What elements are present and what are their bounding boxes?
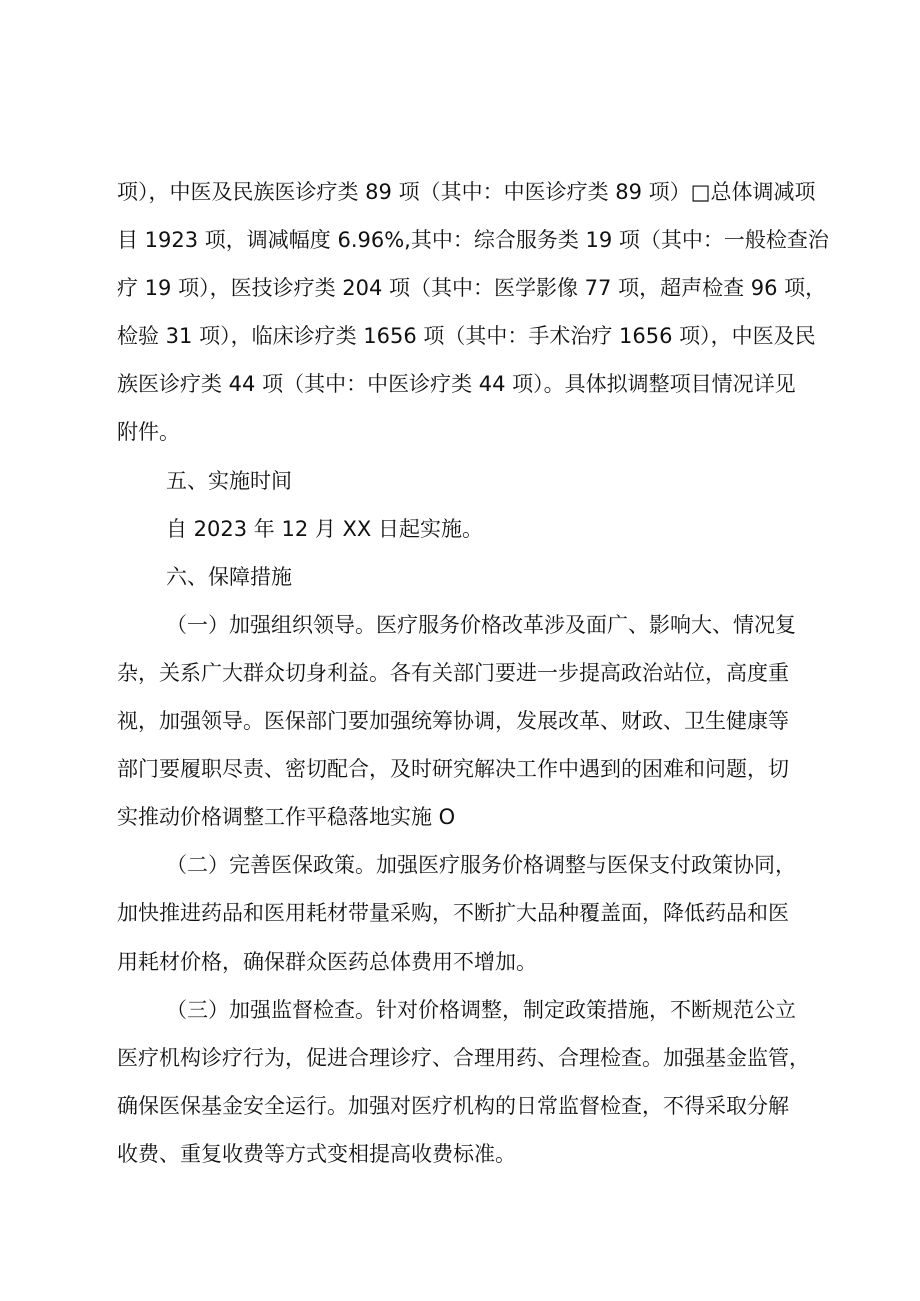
- text-line: 五、实施时间: [166, 468, 292, 493]
- text-line: （二）完善医保政策。加强医疗服务价格调整与医保支付政策协同，: [166, 853, 796, 878]
- text-line: 六、保障措施: [166, 564, 292, 589]
- text-line: 族医诊疗类 44 项（其中：中医诊疗类 44 项）。具体拟调整项目情况详见: [117, 372, 796, 397]
- text-line: 确保医保基金安全运行。加强对医疗机构的日常监督检查，不得采取分解: [117, 1093, 789, 1118]
- text-line: （三）加强监督检查。针对价格调整，制定政策措施，不断规范公立: [166, 997, 796, 1022]
- text-line: 收费、重复收费等方式变相提高收费标准。: [117, 1141, 516, 1166]
- text-line: 用耗材价格，确保群众医药总体费用不增加。: [117, 949, 537, 974]
- text-line: 实推动价格调整工作平稳落地实施 O: [117, 805, 456, 830]
- document-body: [117, 168, 837, 1178]
- text-line: 杂，关系广大群众切身利益。各有关部门要进一步提高政治站位，高度重: [117, 660, 789, 685]
- text-line: （一）加强组织领导。医疗服务价格改革涉及面广、影响大、情况复: [166, 612, 796, 637]
- text-line: 检验 31 项），临床诊疗类 1656 项（其中：手术治疗 1656 项），中医及民: [117, 324, 816, 349]
- text-line: 部门要履职尽责、密切配合，及时研究解决工作中遇到的困难和问题，切: [117, 757, 789, 782]
- text-line: 目 1923 项，调减幅度 6.96%,其中：综合服务类 19 项（其中：一般检查治: [117, 228, 829, 253]
- text-line: 视，加强领导。医保部门要加强统筹协调，发展改革、财政、卫生健康等: [117, 709, 789, 734]
- text-line: 加快推进药品和医用耗材带量采购，不断扩大品种覆盖面，降低药品和医: [117, 901, 789, 926]
- text-line: 项），中医及民族医诊疗类 89 项（其中：中医诊疗类 89 项）□总体调减项: [117, 180, 816, 204]
- text-line: 自 2023 年 12 月 XX 日起实施。: [166, 516, 483, 541]
- text-line: 医疗机构诊疗行为，促进合理诊疗、合理用药、合理检查。加强基金监管，: [117, 1045, 810, 1070]
- text-line: 疗 19 项），医技诊疗类 204 项（其中：医学影像 77 项，超声检查 96 项，: [117, 276, 827, 301]
- text-line: 附件。: [117, 420, 180, 445]
